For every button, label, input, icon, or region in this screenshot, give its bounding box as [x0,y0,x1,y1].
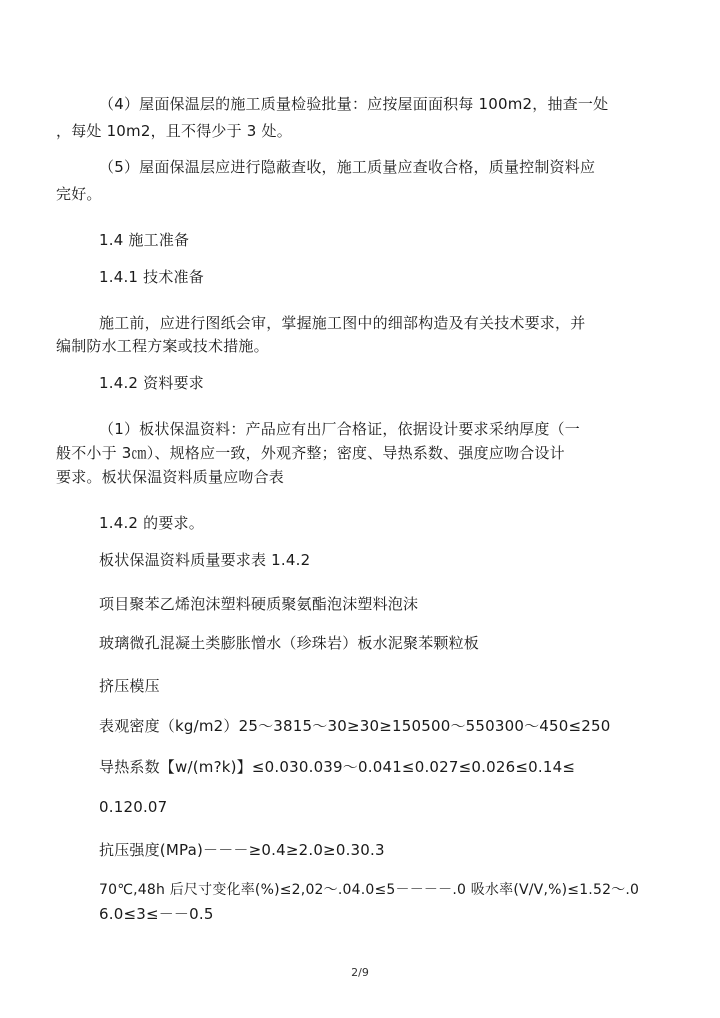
table-text-line: 导热系数【w/(m?k)】≤0.030.039～0.041≤0.027≤0.026≤0.14≤ [99,758,576,776]
paragraph-line: 般不小于 3㎝）、规格应一致，外观齐整；密度、导热系数、强度应吻合设计 [56,444,565,462]
table-text-line: 表观密度（kg/m2）25～3815～30≥30≥150500～550300～450≤250 [99,717,611,735]
table-text-line: 玻璃微孔混凝土类膨胀憎水（珍珠岩）板水泥聚苯颗粒板 [99,634,480,652]
table-text-line: 抗压强度(MPa)－－－≥0.4≥2.0≥0.30.3 [99,841,385,859]
table-text-line: 70℃,48h 后尺寸变化率(%)≤2,02～.04.0≤5－－－－.0 吸水率(V/V,%)≤1.52～.0 [99,882,640,898]
paragraph-line: 完好。 [56,185,102,203]
table-text-line: 项目聚苯乙烯泡沫塑料硬质聚氨酯泡沫塑料泡沫 [99,595,419,613]
paragraph-line: 施工前，应进行图纸会审，掌握施工图中的细部构造及有关技术要求，并 [99,314,586,332]
subsection-heading: 1.4.1 技术准备 [99,268,204,286]
paragraph-line: 1.4.2 的要求。 [99,514,204,532]
paragraph-line: （4）屋面保温层的施工质量检验批量：应按屋面面积每 100m2，抽查一处 [99,95,609,113]
table-caption: 板状保温资料质量要求表 1.4.2 [99,551,311,569]
table-text-line: 6.0≤3≤－－0.5 [99,905,214,923]
paragraph-line: （5）屋面保温层应进行隐蔽查收，施工质量应查收合格，质量控制资料应 [99,158,596,176]
page-number: 2/9 [351,966,369,979]
subsection-heading: 1.4.2 资料要求 [99,374,204,392]
table-text-line: 0.120.07 [99,798,168,816]
paragraph-line: ，每处 10m2，且不得少于 3 处。 [56,122,292,140]
table-text-line: 挤压模压 [99,677,160,695]
paragraph-line: 编制防水工程方案或技术措施。 [56,337,269,355]
paragraph-line: （1）板状保温资料：产品应有出厂合格证，依据设计要求采纳厚度（一 [99,420,580,438]
section-heading: 1.4 施工准备 [99,231,190,249]
paragraph-line: 要求。板状保温资料质量应吻合表 [56,468,285,486]
